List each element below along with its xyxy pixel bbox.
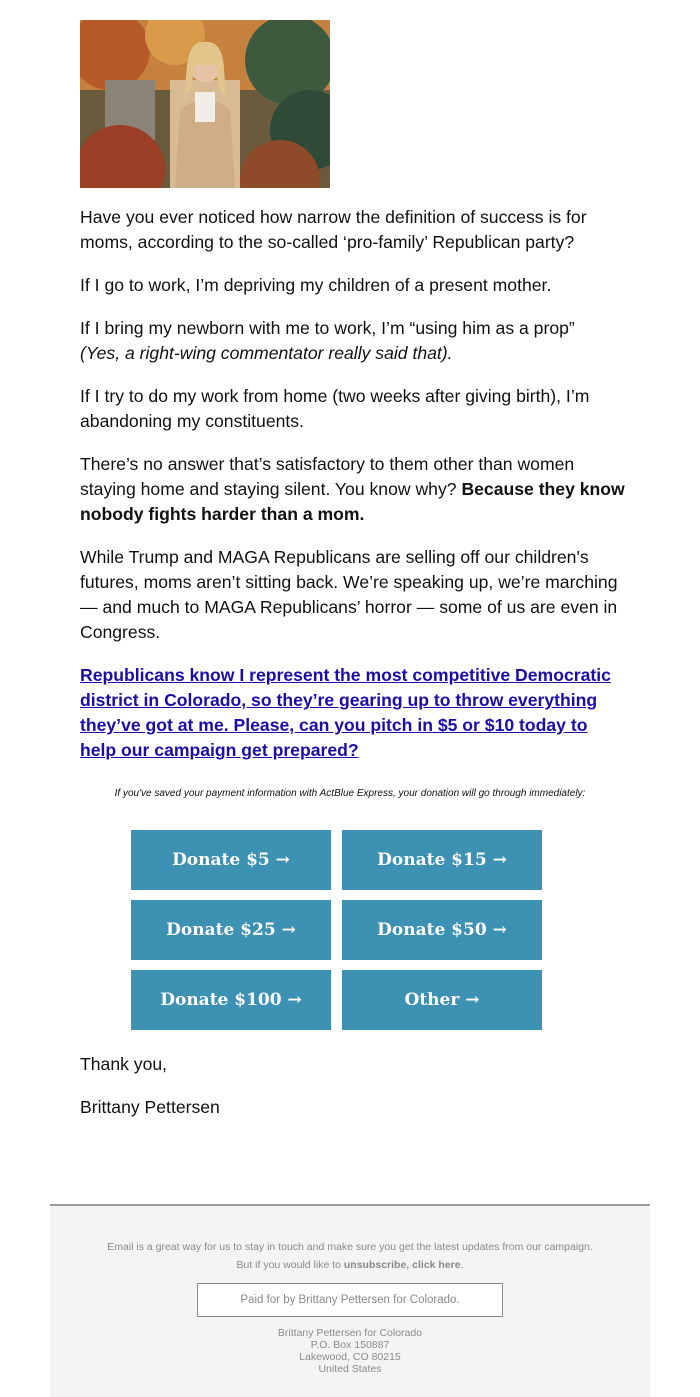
address-line: United States	[318, 1363, 382, 1375]
donate-5-button[interactable]: Donate $5 →	[131, 830, 331, 890]
unsubscribe-link[interactable]: unsubscribe, click here	[343, 1259, 461, 1271]
donate-other-button[interactable]: Other →	[342, 970, 542, 1030]
signoff-name: Brittany Pettersen	[80, 1097, 220, 1117]
paragraph: Have you ever noticed how narrow the definition of success is for moms, according to the so-called ‘pro-family’ Republican party?	[80, 207, 587, 252]
address-line: Brittany Pettersen for Colorado	[277, 1327, 423, 1339]
candidate-portrait-icon	[80, 20, 330, 188]
donate-100-button[interactable]: Donate $100 →	[131, 970, 331, 1030]
paid-for-box: Paid for by Brittany Pettersen for Colorado.	[197, 1283, 503, 1317]
donate-cta-link[interactable]: Republicans know I represent the most competitive Democratic district in Colorado, so they’re gearing up to throw everything they’ve got at me. Please, can you pitch in $5 or $10 today to help our campaign get prepared?	[80, 665, 611, 760]
paragraph-text: There’s no answer that’s satisfactory to them other than women staying home and staying silent. You know why?	[80, 454, 575, 499]
email-body	[80, 205, 625, 763]
footer-text	[50, 1238, 650, 1274]
footer-line-text: .	[460, 1259, 464, 1271]
paragraph	[80, 452, 625, 527]
footer-line: Email is a great way for us to stay in touch and make sure you get the latest updates from our campaign.	[107, 1241, 593, 1253]
paragraph: While Trump and MAGA Republicans are selling off our children's futures, moms aren’t sitting back. We’re speaking up, we’re marching — and much to MAGA Republicans’ horror — some of us are even in Congress.	[80, 547, 618, 642]
donate-25-button[interactable]: Donate $25 →	[131, 900, 331, 960]
donate-15-button[interactable]: Donate $15 →	[342, 830, 542, 890]
paragraph: If I go to work, I’m depriving my children of a present mother.	[80, 275, 552, 295]
email-footer	[50, 1204, 650, 1397]
paragraph-text: If I bring my newborn with me to work, I’m “using him as a prop”	[80, 318, 575, 338]
mailing-address	[50, 1327, 650, 1375]
paragraph: If I try to do my work from home (two weeks after giving birth), I’m abandoning my constituents.	[80, 386, 590, 431]
paragraph-bold: Because they know nobody fights harder than a mom.	[80, 479, 625, 524]
paragraph	[80, 316, 625, 366]
donate-50-button[interactable]: Donate $50 →	[342, 900, 542, 960]
address-line: P.O. Box 150887	[310, 1339, 390, 1351]
actblue-express-note: If you've saved your payment information with ActBlue Express, your donation will go through immediately:	[114, 788, 586, 799]
candidate-photo	[80, 20, 330, 188]
footer-line	[50, 1256, 650, 1274]
address-line: Lakewood, CO 80215	[299, 1351, 401, 1363]
paragraph-italic: (Yes, a right-wing commentator really said that).	[80, 343, 453, 363]
footer-line-text: But if you would like to	[236, 1259, 344, 1271]
signoff-thanks: Thank you,	[80, 1054, 168, 1074]
